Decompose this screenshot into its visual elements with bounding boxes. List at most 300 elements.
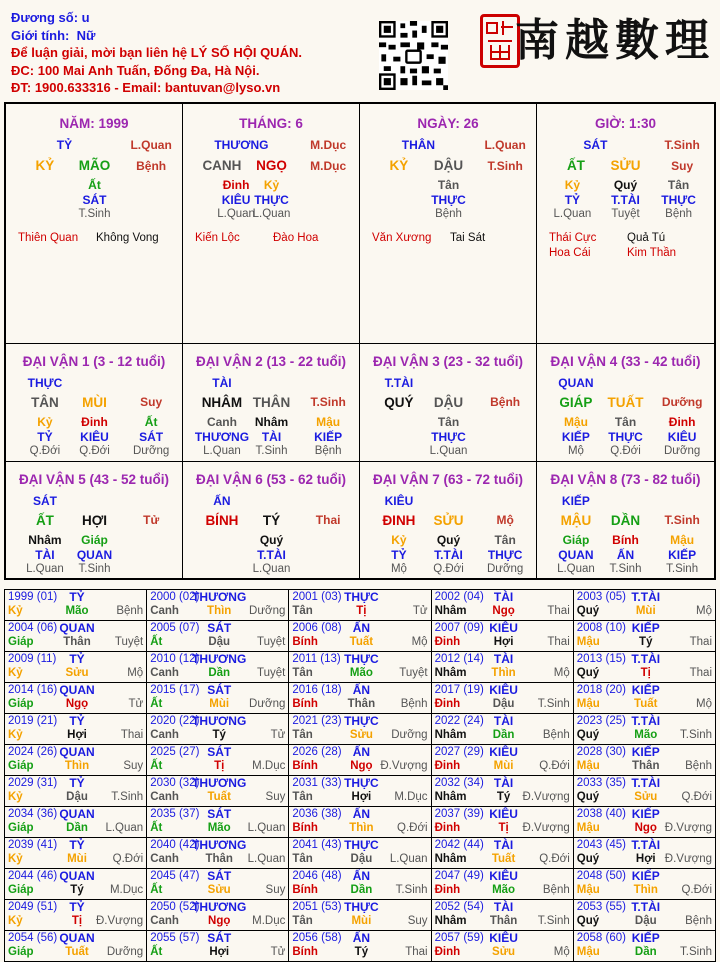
year-label: 2042 (44) — [434, 839, 484, 851]
year-stem: Bính — [292, 946, 318, 958]
year-branch: Thìn — [633, 884, 658, 896]
year-stem: Nhâm — [434, 915, 467, 927]
year-branch: Mùi — [351, 915, 372, 927]
hidden-stem: KIẾP — [668, 548, 697, 562]
year-stage: Thai — [689, 636, 712, 648]
dai-van-stem-branch: NHÂM — [201, 395, 243, 410]
year-stem: Mậu — [576, 698, 600, 710]
star-label: Không Vong — [96, 232, 159, 244]
year-stage: Tử — [412, 605, 428, 617]
dai-van-ten-god: KIÊU — [384, 494, 414, 508]
seal-icon — [483, 17, 517, 65]
year-stage: T.Sinh — [680, 729, 712, 741]
year-stem: Giáp — [8, 822, 34, 834]
year-stem: Ất — [150, 760, 163, 772]
dai-van-title: ĐẠI VẬN 3 (23 - 32 tuổi) — [372, 354, 524, 369]
hidden-stem: Đinh — [222, 178, 250, 192]
year-ten-god: T.TÀI — [631, 776, 661, 790]
year-label: 2026 (28) — [292, 746, 342, 758]
dai-van-ten-god: QUAN — [558, 376, 594, 390]
hidden-stem: T.Sinh — [666, 563, 699, 575]
year-stem: Giáp — [8, 946, 34, 958]
hidden-stem: QUAN — [558, 548, 594, 562]
pillar-stage: L.Quan — [130, 138, 172, 152]
year-label: 2001 (03) — [292, 591, 342, 603]
year-stage: Bệnh — [542, 884, 570, 896]
dai-van-cell — [6, 344, 183, 462]
year-stem: Canh — [150, 667, 179, 679]
contact-line: Để luận giải, mời bạn liên hệ LÝ SỐ HỘI QUÁN. — [11, 45, 302, 60]
year-cell — [5, 745, 147, 776]
year-label: 2047 (49) — [434, 870, 484, 882]
year-stage: Tuyệt — [399, 667, 428, 679]
year-cell — [147, 931, 289, 962]
year-cell — [5, 683, 147, 714]
year-ten-god: THƯƠNG — [192, 900, 247, 914]
year-label: 2029 (31) — [8, 777, 58, 789]
year-stem: Bính — [292, 822, 318, 834]
hidden-stem: THỰC — [431, 193, 466, 207]
chart-grid — [4, 102, 716, 580]
year-label: 2011 (13) — [292, 653, 341, 665]
year-branch: Mùi — [209, 698, 230, 710]
year-ten-god: THỰC — [344, 590, 379, 604]
year-cell — [573, 931, 715, 962]
year-ten-god: KIẾP — [631, 745, 660, 759]
dai-van-title: ĐẠI VẬN 8 (73 - 82 tuổi) — [550, 472, 701, 487]
hidden-stem: KIÊU — [221, 193, 251, 207]
year-stage: Dưỡng — [249, 698, 286, 710]
year-stage: L.Quan — [105, 822, 144, 834]
year-stage: Dưỡng — [391, 729, 428, 741]
year-stem: Quý — [576, 915, 600, 927]
year-stage: Thai — [547, 636, 570, 648]
hidden-stem: Q.Đới — [79, 445, 110, 457]
year-cell — [573, 776, 715, 807]
dai-van-cell — [183, 344, 360, 462]
hidden-stem: Q.Đới — [610, 445, 641, 457]
hidden-stem: T.Sinh — [609, 563, 642, 575]
year-stem: Quý — [576, 605, 600, 617]
year-ten-god: TỶ — [69, 900, 85, 914]
year-label: 2034 (36) — [8, 808, 58, 820]
pillar-stem-branch: ẤT — [566, 158, 585, 173]
year-cell — [573, 838, 715, 869]
dai-van-title: ĐẠI VẬN 6 (53 - 62 tuổi) — [195, 472, 347, 487]
year-label: 2039 (41) — [8, 839, 58, 851]
year-stage: M.Dục — [109, 884, 144, 896]
year-ten-god: THƯƠNG — [192, 714, 247, 728]
year-label: 2021 (23) — [292, 715, 342, 727]
hidden-stem: TỶ — [37, 430, 53, 444]
star-label: Văn Xương — [372, 232, 432, 244]
year-cell — [5, 931, 147, 962]
year-cell — [147, 590, 289, 621]
chart-info — [11, 9, 302, 97]
hidden-stem: Tân — [437, 415, 460, 429]
table-row — [5, 590, 716, 621]
year-stem: Quý — [576, 791, 600, 803]
year-branch: Thân — [347, 698, 376, 710]
dai-van-title: ĐẠI VẬN 7 (63 - 72 tuổi) — [372, 472, 524, 487]
hidden-stem: Đinh — [668, 415, 696, 429]
year-ten-god: KIÊU — [489, 683, 518, 697]
dai-van-stem-branch: T.Sinh — [310, 395, 346, 409]
hidden-stem: Kỷ — [263, 178, 280, 192]
year-label: 2058 (60) — [576, 932, 626, 944]
hidden-stem: Tân — [437, 178, 460, 192]
hidden-stem: THỰC — [487, 548, 523, 562]
year-branch: Thìn — [64, 760, 90, 772]
hidden-stem: Bệnh — [665, 208, 693, 220]
year-stem: Ất — [150, 698, 163, 710]
year-stage: Đ.Vượng — [380, 760, 428, 772]
year-branch: Tị — [71, 915, 83, 927]
table-row — [5, 621, 716, 652]
hidden-stem: Kỷ — [391, 533, 407, 547]
year-stem: Canh — [150, 915, 179, 927]
year-stem: Ất — [150, 946, 163, 958]
year-ten-god: KIẾP — [631, 931, 660, 945]
hidden-stem: Kỷ — [564, 178, 581, 192]
year-stem: Tân — [292, 853, 313, 865]
year-stage: Mộ — [127, 667, 144, 679]
year-branch: Dậu — [208, 636, 231, 648]
year-stage: T.Sinh — [111, 791, 144, 803]
year-stem: Kỷ — [8, 853, 23, 865]
year-label: 2056 (58) — [292, 932, 342, 944]
year-ten-god: THƯƠNG — [192, 590, 247, 604]
year-branch: Mão — [65, 605, 89, 617]
year-label: 2004 (06) — [8, 622, 58, 634]
hidden-stem: L.Quan — [26, 563, 64, 575]
year-branch: Hợi — [209, 946, 230, 958]
year-ten-god: KIẾP — [631, 807, 660, 821]
year-branch: Mão — [349, 667, 373, 679]
pillar-title: GIỜ: 1:30 — [594, 116, 657, 131]
year-cell — [573, 621, 715, 652]
year-label: 2051 (53) — [292, 901, 342, 913]
year-label: 2033 (35) — [576, 777, 626, 789]
year-stem: Quý — [576, 853, 600, 865]
year-label: 2044 (46) — [8, 870, 58, 882]
hidden-stem: Bệnh — [314, 445, 342, 457]
year-stem: Quý — [576, 729, 600, 741]
year-ten-god: SÁT — [207, 807, 232, 821]
year-label: 2057 (59) — [434, 932, 484, 944]
year-ten-god: TỶ — [69, 714, 85, 728]
dai-van-title: ĐẠI VẬN 1 (3 - 12 tuổi) — [22, 354, 166, 369]
pillar-title: THÁNG: 6 — [239, 116, 303, 131]
year-ten-god: TÀI — [493, 652, 514, 666]
year-cell — [5, 776, 147, 807]
pillar-stem-branch: M.Dục — [310, 159, 347, 173]
year-ten-god: ẤN — [352, 745, 371, 759]
year-cell — [573, 745, 715, 776]
year-cell — [431, 590, 573, 621]
dai-van-stem-branch: ĐINH — [382, 513, 416, 528]
hidden-stem: Quý — [436, 533, 461, 547]
year-label: 2036 (38) — [292, 808, 342, 820]
year-branch: Dậu — [634, 915, 657, 927]
year-label: 2040 (42) — [150, 839, 200, 851]
seal-stamp — [480, 14, 520, 68]
year-cell — [289, 807, 431, 838]
year-ten-god: TÀI — [493, 590, 514, 604]
year-stage: Q.Đới — [397, 822, 428, 834]
year-ten-god: SÁT — [207, 683, 232, 697]
year-cell — [573, 652, 715, 683]
dai-van-stem-branch: THÂN — [252, 395, 291, 410]
year-ten-god: SÁT — [207, 621, 232, 635]
year-stage: Tử — [270, 729, 286, 741]
dai-van-ten-god: THỰC — [27, 376, 63, 390]
year-branch: Sửu — [65, 667, 89, 679]
year-cell — [431, 745, 573, 776]
year-branch: Tị — [498, 822, 509, 834]
year-stem: Đinh — [434, 884, 461, 896]
year-label: 2014 (16) — [8, 684, 58, 696]
year-ten-god: QUAN — [59, 745, 95, 759]
year-cell — [431, 807, 573, 838]
year-cell — [147, 807, 289, 838]
table-row — [5, 714, 716, 745]
hidden-stem: Tân — [494, 533, 516, 547]
star-label: Thiên Quan — [18, 232, 79, 244]
year-stage: Đ.Vượng — [664, 853, 712, 865]
year-branch: Mùi — [67, 853, 87, 865]
pillar-stage: T.Sinh — [664, 138, 700, 152]
year-ten-god: THỰC — [344, 900, 379, 914]
year-cell — [573, 683, 715, 714]
year-stem: Nhâm — [434, 791, 467, 803]
year-stem: Kỷ — [8, 667, 23, 679]
year-cell — [573, 869, 715, 900]
dai-van-stem-branch: QUÝ — [384, 395, 414, 410]
year-ten-god: TÀI — [493, 900, 514, 914]
year-stage: Mộ — [411, 636, 428, 648]
dai-van-stem-branch: MẬU — [560, 513, 592, 528]
year-label: 2027 (29) — [434, 746, 484, 758]
dai-van-stem-branch: GIÁP — [559, 395, 593, 410]
year-stage: Suy — [265, 884, 286, 896]
year-cell — [431, 776, 573, 807]
year-branch: Mùi — [635, 605, 656, 617]
year-branch: Tuất — [634, 698, 658, 710]
year-cell — [147, 900, 289, 931]
hidden-stem: THỰC — [608, 430, 643, 444]
year-ten-god: TỶ — [69, 776, 85, 790]
year-ten-god: ẤN — [352, 621, 371, 635]
table-row — [5, 807, 716, 838]
year-ten-god: THỰC — [344, 776, 379, 790]
year-branch: Dần — [492, 729, 515, 741]
dai-van-cell — [6, 462, 183, 578]
year-label: 2052 (54) — [434, 901, 484, 913]
dai-van-cell — [360, 344, 537, 462]
year-label: 2050 (52) — [150, 901, 200, 913]
year-label: 2016 (18) — [292, 684, 342, 696]
year-ten-god: SÁT — [207, 931, 232, 945]
year-stage: Đ.Vượng — [664, 822, 712, 834]
star-label: Kiến Lộc — [195, 232, 240, 244]
year-cell — [5, 652, 147, 683]
year-branch: Tuất — [65, 946, 89, 958]
dai-van-stem-branch: TÂN — [31, 395, 59, 410]
year-label: 2055 (57) — [150, 932, 200, 944]
dai-van-title: ĐẠI VẬN 5 (43 - 52 tuổi) — [18, 472, 170, 487]
year-ten-god: TÀI — [493, 776, 514, 790]
year-ten-god: QUAN — [59, 621, 95, 635]
hidden-stem: L.Quan — [252, 208, 291, 220]
table-row — [5, 776, 716, 807]
hidden-stem: Giáp — [562, 533, 590, 547]
year-ten-god: KIÊU — [489, 807, 518, 821]
hidden-stem: L.Quan — [557, 563, 595, 575]
year-cell — [5, 838, 147, 869]
qr-code-icon[interactable] — [379, 21, 448, 90]
hidden-stem: Tân — [614, 415, 637, 429]
year-ten-god: T.TÀI — [631, 838, 661, 852]
year-label: 2043 (45) — [576, 839, 626, 851]
pillar-cell — [360, 104, 537, 344]
dai-van-stem-branch: TUẤT — [607, 395, 644, 410]
hidden-stem: Tuyệt — [611, 208, 640, 220]
year-label: 2000 (02) — [150, 591, 200, 603]
year-cell — [431, 900, 573, 931]
year-branch: Hợi — [351, 791, 372, 803]
hidden-stem: Bính — [612, 533, 639, 547]
year-branch: Ngọ — [208, 915, 231, 927]
year-cell — [5, 900, 147, 931]
year-stem: Ất — [150, 822, 163, 834]
hidden-stem: SÁT — [139, 430, 164, 444]
year-branch: Sửu — [207, 884, 231, 896]
pillar-ten-god: TỶ — [56, 138, 73, 152]
dai-van-stem-branch: Bệnh — [490, 395, 521, 409]
pillar-stem-branch: KỶ — [35, 158, 55, 173]
year-stage: Thai — [547, 605, 570, 617]
year-stage: Mộ — [553, 667, 570, 679]
year-stage: L.Quan — [247, 853, 286, 865]
hidden-stem: Mậu — [316, 415, 341, 429]
year-ten-god: THƯƠNG — [192, 776, 247, 790]
dai-van-ten-god: KIẾP — [561, 494, 590, 508]
dai-van-stem-branch: TÝ — [262, 513, 281, 528]
year-stage: Tuyệt — [257, 636, 286, 648]
table-row — [5, 745, 716, 776]
year-ten-god: QUAN — [59, 931, 95, 945]
star-label: Đào Hoa — [273, 232, 319, 244]
year-label: 2007 (09) — [434, 622, 484, 634]
address-line: ĐC: 100 Mai Anh Tuấn, Đống Đa, Hà Nội. — [11, 62, 260, 78]
year-stage: Dưỡng — [106, 946, 144, 958]
dai-van-stem-branch: Tử — [143, 513, 160, 527]
star-label: Kim Thần — [627, 247, 677, 259]
year-stage: Bệnh — [400, 698, 428, 710]
year-stage: T.Sinh — [395, 884, 428, 896]
year-stem: Tân — [292, 915, 313, 927]
year-ten-god: T.TÀI — [631, 714, 661, 728]
year-stem: Tân — [292, 729, 313, 741]
dai-van-cell — [537, 462, 714, 578]
hidden-stem: T.Sinh — [78, 208, 111, 220]
star-label: Quả Tú — [627, 232, 666, 244]
year-stem: Giáp — [8, 760, 34, 772]
year-stage: T.Sinh — [537, 698, 570, 710]
dai-van-title: ĐẠI VẬN 2 (13 - 22 tuổi) — [195, 354, 347, 369]
hidden-stem: Mậu — [563, 415, 588, 429]
year-cell — [431, 621, 573, 652]
year-stem: Ất — [150, 636, 163, 648]
year-stem: Bính — [292, 636, 318, 648]
year-stem: Bính — [292, 698, 318, 710]
year-branch: Tý — [496, 791, 511, 803]
hidden-stem: Mộ — [390, 563, 407, 575]
year-label: 2013 (15) — [576, 653, 626, 665]
year-cell — [289, 590, 431, 621]
year-stage: Suy — [407, 915, 428, 927]
year-branch: Mùi — [493, 760, 514, 772]
year-stage: Bệnh — [685, 915, 712, 927]
year-stem: Kỷ — [8, 605, 23, 617]
pillar-ten-god: THƯƠNG — [214, 138, 269, 152]
dai-van-stem-branch: DẬU — [433, 395, 464, 410]
dai-van-stem-branch: MÙI — [82, 395, 107, 410]
year-label: 2010 (12) — [150, 653, 200, 665]
year-cell — [147, 652, 289, 683]
year-branch: Hợi — [493, 636, 514, 648]
year-branch: Ngọ — [350, 760, 373, 772]
year-branch: Tuất — [349, 636, 374, 648]
year-branch: Dần — [350, 884, 373, 896]
year-stage: Q.Đới — [539, 760, 570, 772]
year-stage: Mộ — [696, 698, 712, 710]
year-label: 2012 (14) — [434, 653, 484, 665]
year-stage: Dưỡng — [249, 605, 286, 617]
pillar-title: NĂM: 1999 — [59, 116, 129, 131]
year-label: 2041 (43) — [292, 839, 342, 851]
year-branch: Tý — [639, 636, 653, 648]
year-ten-god: THƯƠNG — [192, 838, 247, 852]
hidden-stem: THỰC — [254, 193, 289, 207]
hidden-stem: T.Sinh — [255, 445, 288, 457]
hidden-stem: T.TÀI — [434, 548, 463, 562]
year-stage: Mộ — [553, 946, 570, 958]
year-ten-god: T.TÀI — [631, 900, 661, 914]
dai-van-stem-branch: Mộ — [496, 513, 514, 527]
pillar-title: NGÀY: 26 — [417, 116, 479, 131]
year-ten-god: ẤN — [352, 869, 371, 883]
year-branch: Tý — [354, 946, 369, 958]
year-branch: Sửu — [492, 946, 516, 958]
dai-van-ten-god: SÁT — [32, 494, 57, 508]
year-ten-god: TÀI — [493, 714, 514, 728]
year-label: 2024 (26) — [8, 746, 58, 758]
year-stem: Kỷ — [8, 729, 23, 741]
year-cell — [431, 931, 573, 962]
year-cell — [289, 931, 431, 962]
pillar-stem-branch: Bệnh — [136, 159, 167, 173]
year-stage: Tuyệt — [257, 667, 286, 679]
pillar-stem-branch: DẬU — [433, 158, 464, 173]
pillar-stem-branch: KỶ — [389, 158, 409, 173]
year-stage: Bệnh — [116, 605, 144, 617]
year-stage: Tử — [128, 698, 144, 710]
hidden-stem: ẤN — [616, 548, 635, 562]
pillar-cell — [183, 104, 360, 344]
hidden-stem: Dưỡng — [132, 445, 170, 457]
